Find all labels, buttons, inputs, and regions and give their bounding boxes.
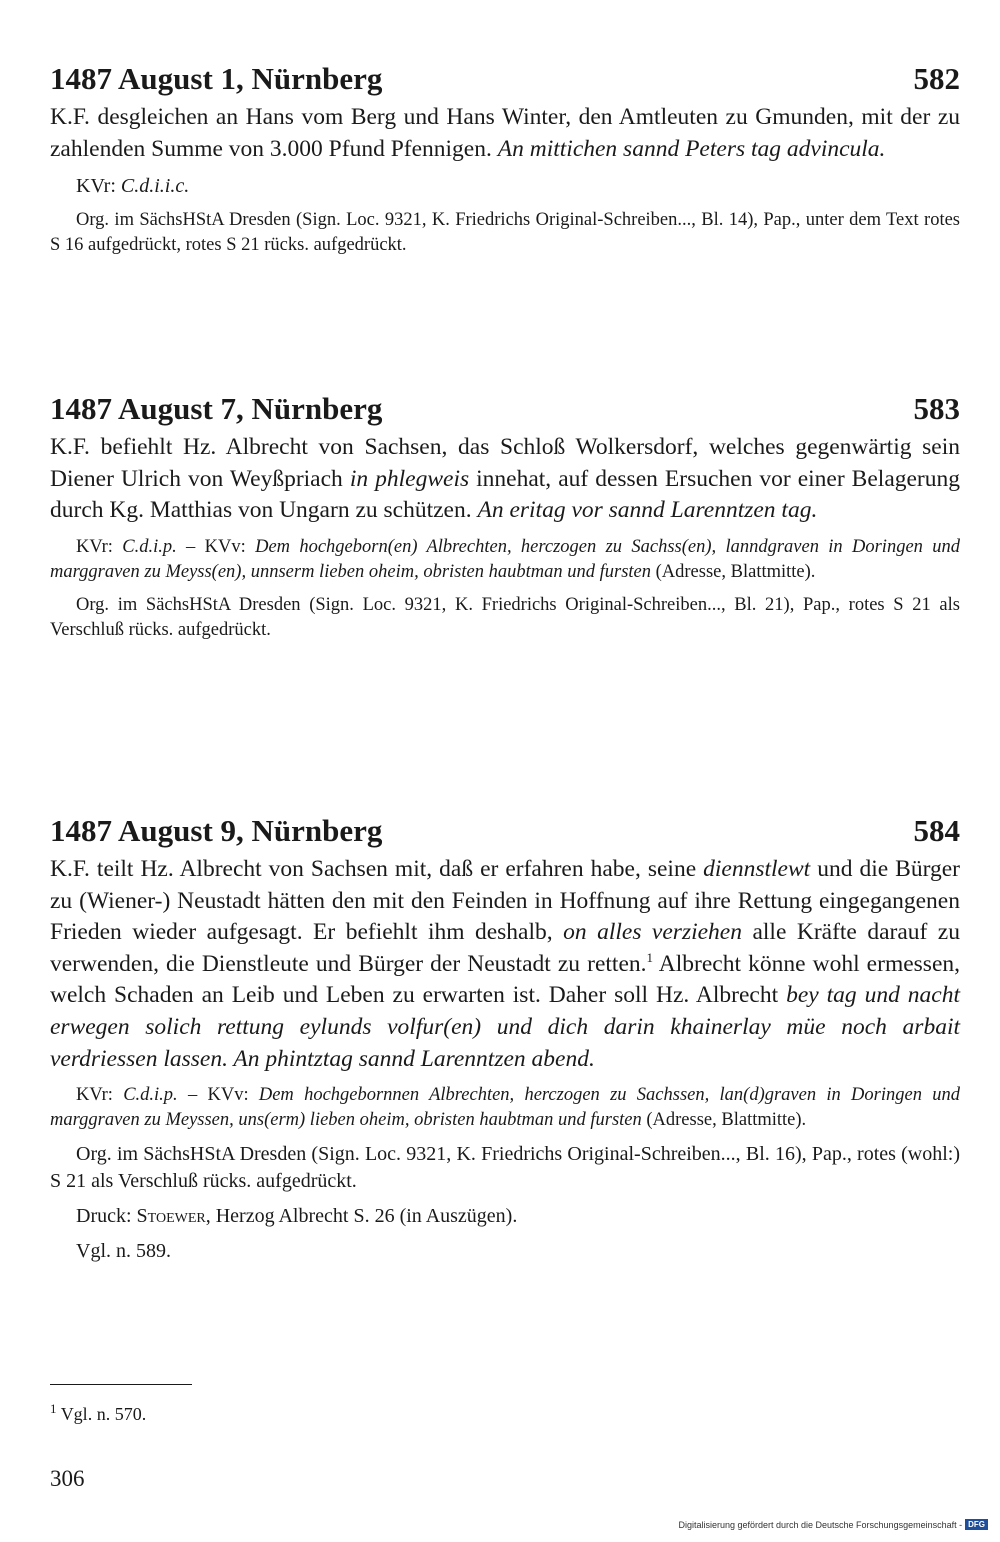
summary-quote: on alles verziehen [563,919,742,946]
dfg-logo-icon: DFG [965,1519,988,1530]
kvr-value: C.d.i.i.c. [120,175,190,198]
kvr-value: C.d.i.p. [123,1085,178,1106]
kvv-position: (Adresse, Blattmitte). [641,1110,807,1131]
footnote-ref[interactable]: 1 [646,949,654,965]
summary-text: K.F. desgleichen an Hans vom Berg und Hans Winter, den Amtleuten zu Gmunden, mit der zu zahlenden Summe von 3.000 Pfund Pfennigen. [50,104,960,162]
footnote-divider [50,1384,192,1385]
kvr-label: KVr: [76,175,121,198]
entry-date-place: 1487 August 9, Nürnberg [50,813,383,848]
original-source: Org. im SächsHStA Dresden (Sign. Loc. 9321, K. Friedrichs Original-Schreiben..., Bl. 14), Pap., unter dem Text rotes S 16 aufgedrückt, rotes S 21 rücks. aufgedrückt. [50,210,960,256]
entry-number: 582 [913,61,960,96]
kvr-note [50,1083,960,1133]
entry-heading [50,60,960,98]
summary-text: K.F. befiehlt Hz. Albrecht von Sachsen, das Schloß Wolkersdorf, welches gegenwärtig sein Diener Ulrich von Weyßpriach [50,434,960,492]
entry-summary [50,854,960,1075]
digitization-credit [678,1519,988,1530]
entry-582 [50,60,960,258]
entry-date-place: 1487 August 7, Nürnberg [50,391,383,426]
summary-text: innehat, auf dessen Ersuchen vor einer Belagerung durch Kg. Matthias von Ungarn zu schützen. [50,465,961,524]
kvv-address: Dem hochgebornnen Albrechten, herczogen zu Sachssen, lan(d)graven in Doringen und marggraven zu Meyssen, uns(erm) lieben oheim, obristen haubtman und fursten [50,1085,960,1131]
kvr-value: C.d.i.p. [122,536,177,557]
kvv-address: Dem hochgeborn(en) Albrechten, herczogen zu Sachss(en), lanndgraven in Doringen und marggraven zu Meyss(en), unnserm lieben oheim, obristen haubtman und fursten [50,536,960,582]
kvr-label: KVr: [76,1085,124,1106]
cross-reference[interactable]: Vgl. n. 589. [76,1240,171,1263]
entry-583 [50,390,960,643]
print-reference [50,1203,960,1230]
print-author: Stoewer [136,1205,206,1228]
summary-quote: diennstlewt [703,856,811,882]
kvv-label: – KVv: [176,536,256,557]
original-source: Org. im SächsHStA Dresden (Sign. Loc. 9321, K. Friedrichs Original-Schreiben..., Bl. 21), Pap., rotes S 21 als Verschluß rücks. aufgedrückt. [50,594,960,640]
summary-quote: in phlegweis [349,465,470,492]
summary-quote: An mittichen sannd Peters tag advincula. [497,135,886,162]
entry-summary [50,102,960,165]
credit-text: Digitalisierung gefördert durch die Deutsche Forschungsgemeinschaft - [678,1519,963,1530]
kvr-note [50,173,960,200]
footnote-text: Vgl. n. 570. [60,1404,147,1424]
summary-quote: bey tag und nacht erwegen solich rettung eylunds volfur(en) und dich darin khainerlay müe noch arbait verdriessen lassen. An phintztag sannd Larenntzen abend. [50,982,960,1072]
entry-584 [50,812,960,1265]
summary-text: K.F. teilt Hz. Albrecht von Sachsen mit, daß er erfahren habe, seine [50,856,704,882]
kvr-label: KVr: [76,536,123,557]
entry-number: 583 [913,391,960,426]
kvr-note [50,535,960,585]
kvv-position: (Adresse, Blattmitte). [651,561,816,582]
original-source: Org. im SächsHStA Dresden (Sign. Loc. 9321, K. Friedrichs Original-Schreiben..., Bl. 16), Pap., rotes (wohl:) S 21 als Verschluß rücks. aufgedrückt. [50,1143,960,1193]
entry-date-place: 1487 August 1, Nürnberg [50,61,383,96]
print-label: Druck: [76,1205,137,1228]
entry-heading [50,390,960,428]
entry-number: 584 [913,813,960,848]
entry-heading [50,812,960,850]
summary-text: Albrecht könne wohl ermessen, welch Schaden an Leib und Leben zu erwarten ist. Daher soll Hz. Albrecht [50,950,960,1009]
summary-text: alle Kräfte darauf zu verwenden, die Dienstleute und Bürger der Neustadt zu retten. [50,919,960,977]
summary-quote: An eritag vor sannd Larenntzen tag. [477,497,818,524]
summary-text: und die Bürger zu (Wiener-) Neustadt hätten den mit den Feinden in Hoffnung auf ihre Rettung eingegangenen Frieden wieder aufgesagt. Er befiehlt ihm deshalb, [50,856,960,946]
footnote [50,1401,147,1425]
footnote-mark: 1 [50,1401,57,1416]
entry-summary [50,432,960,527]
page-number: 306 [50,1466,85,1491]
print-citation: , Herzog Albrecht S. 26 (in Auszügen). [205,1205,518,1228]
kvv-label: – KVv: [177,1085,259,1106]
